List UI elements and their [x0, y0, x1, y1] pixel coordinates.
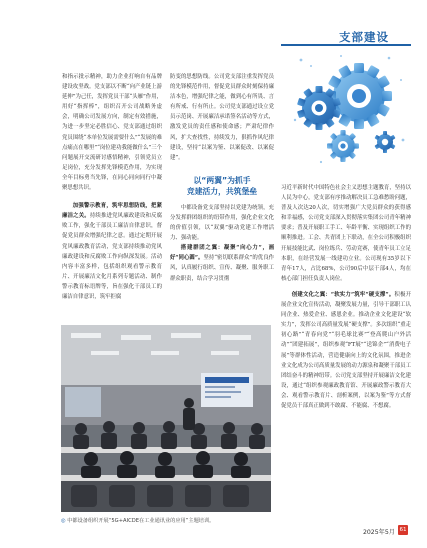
training-photo: [61, 325, 271, 512]
paragraph: [281, 290, 411, 411]
training-photo-image: [61, 325, 271, 512]
issue-date: 2025年5月: [362, 529, 395, 536]
caption-text: 中都设备组织开展“5G+AICDE在工业通讯业的应用”主题培训。: [67, 518, 215, 524]
subheading: [170, 175, 274, 197]
paragraph: 防变的思想防线。公司党支部注重发挥党员的先锋模范作用，督促党员群众时刻保持廉洁本色，增强纪律之能，做到心有所畏、言有所戒、行有所止。公司党支部通过设立党员示范岗、开展廉洁承诺签名活动等方式，激发党员的责任感和使命感；严肃纪律作风，扩大查找性，持续发力，狠抓作风纪律建设，坚持“以案为鉴、以案促改、以案促建”。: [170, 74, 274, 161]
section-title: 支部建设: [339, 30, 389, 44]
caption-marker: ◎: [61, 518, 66, 524]
paragraph: 习近平新时代中国特色社会主义思想主题教育，坚持以人民为中心，党支部有序推动解决员工急难愁盼问题，普及人次达20人次，切实增强广大党员群众的获得感和幸福感，公司党支部深入贯彻落实集团公司青年精神要求；普及开展职工手工、年龄平衡、实现组织工作的顺利推进。工会、共青团上下联动，在全公司积极组织开展技能比武、岗位练兵、劳动竞赛，使青年员工立足本职，在经营发展一线建功立业。公司现有35岁以下青年17人，占比68%，公司90后中层干部4人，均在核心部门担任负责人岗位。: [281, 185, 411, 282]
subheading-line-1: 以“两翼”为抓手: [193, 175, 251, 185]
gears-illustration: [281, 50, 411, 175]
text-column-1: [62, 72, 162, 322]
gear-icon: [374, 131, 395, 153]
paragraph-body: 积极开展企业文化宣传活动，凝聚发展力量，引导干部职工认同企业、热爱企业、感恩企业。推动企业文化建设“软实力”，发挥公司高质量发展“硬支撑”。多次组织“重走初心路”“青春向党”“羽毛球比赛”“登高爬山户外活动”“团建拓展”，组织参观“FT展”“送锦企”“消费电子展”等群体性活动，营造健康向上的文化氛围，推进企业文化成为公司高质量发展的动力源泉和凝聚干部员工团结奋斗的精神纽带。公司党支部坚持开展廉洁文化建设，通过“组织参观廉政教育馆、开展廉政警示教育大会、观看警示教育片、剖析案例，以案为鉴”等方式督促党员干部真正做到不敢腐、不能腐、不想腐。: [281, 291, 411, 409]
paragraph-lead: 加强警示教育，筑牢思想防线，把紧廉洁之关。: [62, 203, 162, 220]
photo-caption: [61, 517, 276, 524]
subheading-line-2: 竞建活力，共筑堡垒: [186, 186, 258, 196]
paragraph-body: 坚持“密切联系群众”的优良作风，认真履行组织、宣传、凝聚、服务职工群众职责，结合学习贯彻: [170, 255, 274, 282]
gear-icon: [326, 63, 392, 129]
text-column-3: [281, 183, 411, 510]
paragraph: 和指示批示精神，助力企业打响自有品牌建设攻坚战。党支部以不断“向产业链上游延伸”为己任，发挥党员干部“头雁”作用，用好“指挥棒”，组织召开公司战略务虚会，明确公司发展方向，制定有效措施，为进一步坚定必胜信心、党支部通过组织党员围绕“本单位发展需要什么”“发展的难点痛点在哪里”“岗位建功我能做什么”三个问题展开交流研讨感悟精神，引领党员立足岗位，充分发挥先锋模范作用，为实现全年目标勇当先锋，在同心同向同行中凝聚思想共识。: [62, 74, 162, 192]
page-number: 61: [399, 527, 407, 533]
gear-icon: [327, 130, 359, 162]
paragraph-lead: 搭建群团之翼：凝聚“向心力”，画好“同心圆”。: [170, 245, 274, 262]
paragraph: [62, 201, 162, 302]
paragraph-body: 持续推进党风廉政建设和反腐败工作，强化干部员工廉洁自律意识，督促党员群众增强纪律之意。通过定期开展党风廉政教育活动，党支部持续推动党风廉政建设和反腐败工作向纵深发展。活动内容丰富多样，包括组织观看警示教育片、开展廉洁文化月系列专题活动、制作警示教育标语牌等，旨在强化干部员工的廉洁自律意识，筑牢拒腐: [62, 213, 162, 300]
paragraph: 中都设备党支部坚持以党建为统领，充分发挥群团组织的纽带作用，强化企业文化的价值引领，以“双翼”驱动党建工作增活力、强动能。: [170, 204, 274, 242]
paragraph-lead: 创建文化之翼：“软实力”筑牢“硬支撑”。: [291, 291, 395, 298]
header-rule: [281, 44, 411, 46]
paragraph: [170, 243, 274, 283]
